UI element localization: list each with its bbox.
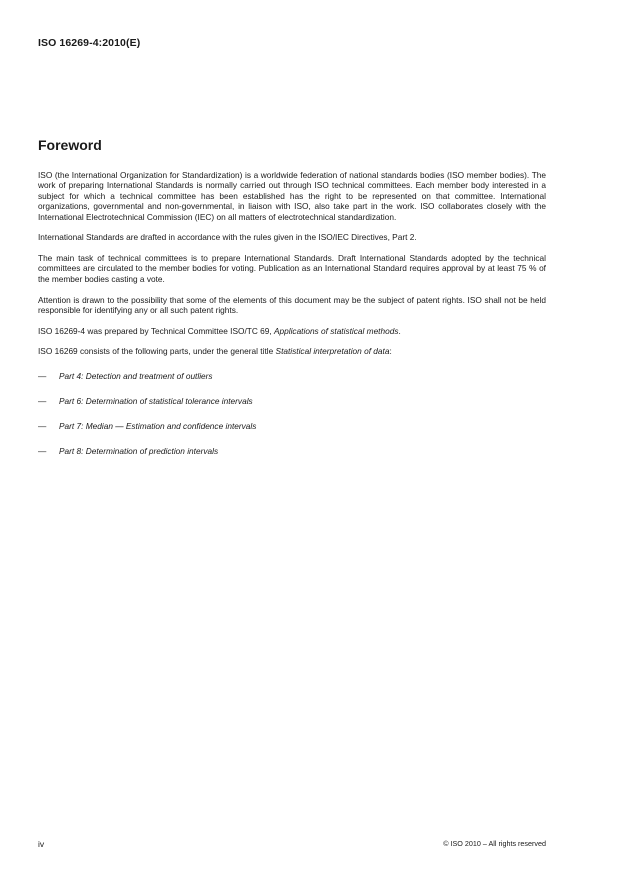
paragraph-patent-notice: Attention is drawn to the possibility that some of the elements of this document may be the subject of patent rights. ISO shall not be held responsible for identifying any or all such patent rights. <box>38 294 546 315</box>
dash-bullet: — <box>38 420 47 431</box>
paragraph-parts-intro <box>38 346 546 356</box>
committee-title: Applications of statistical methods <box>273 325 399 336</box>
paragraph-prepared-by <box>38 326 546 336</box>
part-title: Part 4: Detection and treatment of outliers <box>59 371 213 382</box>
dash-bullet: — <box>38 445 47 456</box>
part-title: Part 8: Determination of prediction intervals <box>59 445 219 456</box>
paragraph-committee-task: The main task of technical committees is to prepare International Standards. Draft International Standards adopted by the technical committees are circulated to the member bodies for voting. Publication as an International Standard requires approval by at least 75 % of the member bodies casting a vote. <box>38 253 546 284</box>
paragraph-iso-intro: ISO (the International Organization for Standardization) is a worldwide federation of national standards bodies (ISO member bodies). The work of preparing International Standards is normally carried out through ISO technical committees. Each member body interested in a subject for which a technical committee has been established has the right to be represented on that committee. International organizations, governmental and non-governmental, in liaison with ISO, also take part in the work. ISO collaborates closely with the International Electrotechnical Commission (IEC) on all matters of electrotechnical standardization. <box>38 170 546 222</box>
part-title: Part 6: Determination of statistical tolerance intervals <box>59 395 253 406</box>
dash-bullet: — <box>38 395 47 406</box>
section-title: Foreword <box>38 137 102 153</box>
parts-list <box>38 371 546 456</box>
list-item <box>38 421 546 431</box>
foreword-body <box>38 170 546 470</box>
copyright-notice: © ISO 2010 – All rights reserved <box>443 839 546 848</box>
prepared-by-text: ISO 16269-4 was prepared by Technical Committee ISO/TC 69, <box>38 325 274 336</box>
list-item <box>38 371 546 381</box>
paragraph-directives: International Standards are drafted in accordance with the rules given in the ISO/IEC Directives, Part 2. <box>38 232 417 243</box>
list-item <box>38 446 546 456</box>
list-item <box>38 396 546 406</box>
dash-bullet: — <box>38 371 47 382</box>
general-title: Statistical interpretation of data <box>275 346 390 357</box>
part-title: Part 7: Median — Estimation and confidence intervals <box>59 420 257 431</box>
parts-intro-text: ISO 16269 consists of the following parts, under the general title <box>38 346 276 357</box>
page-number: iv <box>38 839 45 849</box>
parts-intro-end: : <box>389 346 392 357</box>
prepared-by-end: . <box>398 325 401 336</box>
document-id-header: ISO 16269-4:2010(E) <box>38 37 141 49</box>
